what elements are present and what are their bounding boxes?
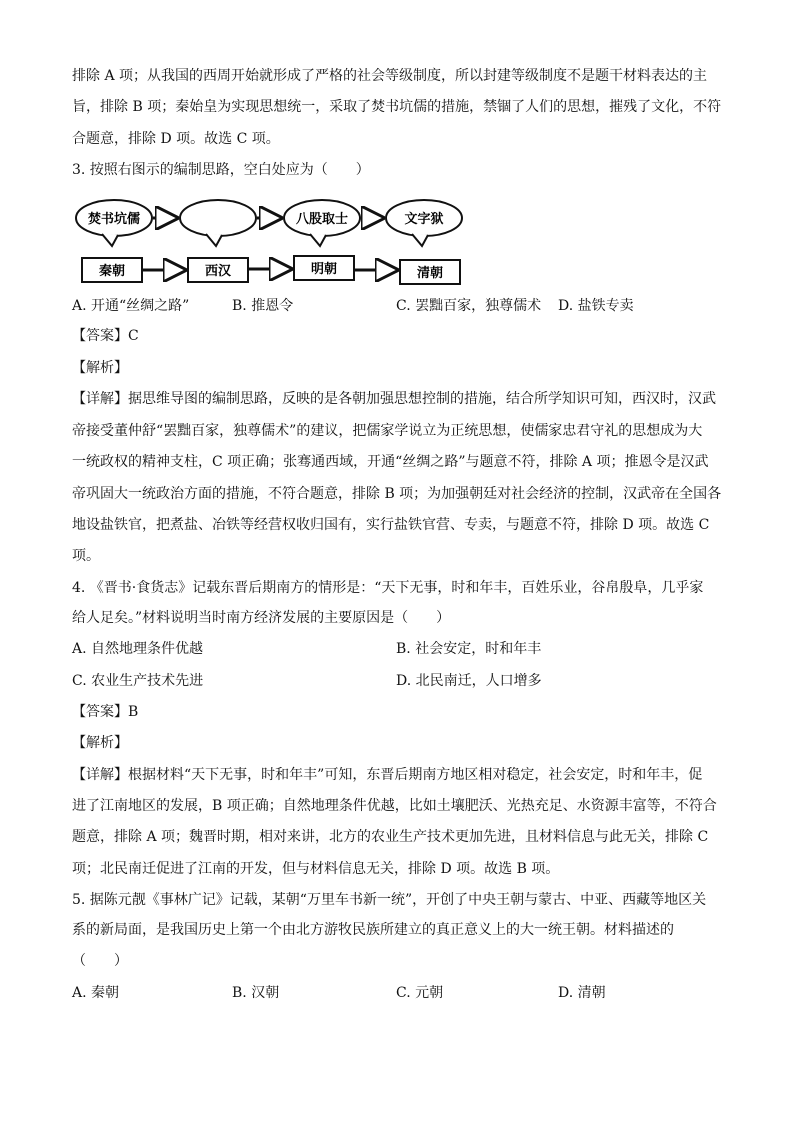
dynasty-label-3: 明朝 (310, 262, 338, 277)
q5-option-c: C. 元朝 (396, 985, 444, 1001)
box-ming (294, 256, 354, 280)
q4-answer (72, 702, 138, 722)
q3-detail-line-6: 项。 (72, 548, 100, 564)
q3-stem: 3. 按照右图示的编制思路，空白处应为（ ） (72, 162, 370, 178)
answer-label: 【答案】 (72, 328, 128, 344)
q5-option-a: A. 秦朝 (72, 985, 120, 1001)
detail-text: 据思维导图的编制思路，反映的是各朝加强思想控制的措施，结合所学知识可知，西汉时，汉武 (128, 391, 716, 407)
q4-stem-line-1: 4. 《晋书·食货志》记载东晋后期南方的情形是：“天下无事，时和年丰，百姓乐业，谷帛殷阜，几乎家 (72, 580, 704, 596)
detail-label: 【详解】 (72, 391, 128, 407)
q3-answer (72, 326, 139, 346)
q2-analysis-line-2: 旨，排除 B 项；秦始皇为实现思想统一，采取了焚书坑儒的措施，禁锢了人们的思想，摧残了文化，不符 (72, 99, 722, 115)
box-xihan (188, 258, 248, 282)
answer-value: B (128, 704, 139, 720)
q3-detail-line-4: 帝巩固大一统政治方面的措施，不符合题意，排除 B 项；为加强朝廷对社会经济的控制，汉武帝在全国各 (72, 486, 722, 502)
q3-thinking-diagram (72, 196, 472, 290)
q4-detail-line-4: 项；北民南迁促进了江南的开发，但与材料信息无关，排除 D 项。故选 B 项。 (72, 861, 560, 877)
q3-detail-line-2: 帝接受董仲舒“罢黜百家，独尊儒术”的建议，把儒家学说立为正统思想，使儒家忠君守礼的思想成为大 (72, 423, 703, 439)
q3-detail-line-3: 一统政权的精神支柱，C 项正确；张骞通西域，开通“丝绸之路”与题意不符，排除 A 项；推恩令是汉武 (72, 454, 709, 470)
q3-option-a: A. 开通“丝绸之路” (72, 298, 190, 314)
q4-detail-line-1 (72, 765, 702, 785)
q4-analysis-label: 【解析】 (72, 735, 128, 751)
box-qing (400, 260, 460, 284)
q2-analysis-line-3: 合题意，排除 D 项。故选 C 项。 (72, 131, 280, 147)
bubble-label-4: 文字狱 (404, 212, 444, 227)
bubble-blank (180, 200, 256, 246)
dynasty-label-1: 秦朝 (98, 264, 126, 279)
q4-option-c: C. 农业生产技术先进 (72, 673, 204, 689)
q4-option-b: B. 社会安定，时和年丰 (396, 641, 542, 657)
dynasty-label-2: 西汉 (204, 264, 232, 279)
box-qin (82, 258, 142, 282)
q3-analysis-label: 【解析】 (72, 360, 128, 376)
q3-detail-line-1 (72, 389, 716, 409)
q4-option-d: D. 北民南迁，人口增多 (396, 673, 542, 689)
q3-option-c: C. 罢黜百家，独尊儒术 (396, 298, 542, 314)
bubble-label-1: 焚书坑儒 (87, 212, 141, 227)
q5-option-b: B. 汉朝 (232, 985, 280, 1001)
bubble-fenshu (76, 200, 152, 246)
dynasty-label-4: 清朝 (416, 266, 444, 281)
q5-option-d: D. 清朝 (558, 985, 606, 1001)
q4-option-a: A. 自然地理条件优越 (72, 641, 204, 657)
detail-text: 根据材料“天下无事，时和年丰”可知，东晋后期南方地区相对稳定，社会安定，时和年丰，促 (128, 767, 703, 783)
q4-stem-line-2: 给人足矣。”材料说明当时南方经济发展的主要原因是（ ） (72, 610, 451, 626)
q5-stem-line-1: 5. 据陈元靓《事林广记》记载，某朝“万里车书新一统”，开创了中央王朝与蒙古、中亚、西藏等地区关 (72, 892, 707, 908)
bubble-bagu (284, 200, 360, 246)
answer-value: C (128, 328, 139, 344)
bubble-wenziyu (386, 200, 462, 246)
q2-analysis-line-1: 排除 A 项；从我国的西周开始就形成了严格的社会等级制度，所以封建等级制度不是题干材料表达的主 (72, 68, 708, 84)
answer-label: 【答案】 (72, 704, 128, 720)
q4-detail-line-2: 进了江南地区的发展，B 项正确；自然地理条件优越，比如土壤肥沃、光热充足、水资源丰富等，不符合 (72, 798, 717, 814)
q3-option-d: D. 盐铁专卖 (558, 298, 634, 314)
q3-option-b: B. 推恩令 (232, 298, 294, 314)
bubble-label-3: 八股取士 (295, 212, 349, 227)
q5-stem-line-2: 系的新局面，是我国历史上第一个由北方游牧民族所建立的真正意义上的大一统王朝。材料描述的 (72, 922, 674, 938)
detail-label: 【详解】 (72, 767, 128, 783)
q5-stem-line-3: （ ） (72, 953, 128, 969)
q3-detail-line-5: 地设盐铁官，把煮盐、冶铁等经营权收归国有，实行盐铁官营、专卖，与题意不符，排除 D 项。故选 C (72, 517, 710, 533)
q4-detail-line-3: 题意，排除 A 项；魏晋时期，相对来讲，北方的农业生产技术更加先进，且材料信息与此无关，排除 C (72, 829, 709, 845)
